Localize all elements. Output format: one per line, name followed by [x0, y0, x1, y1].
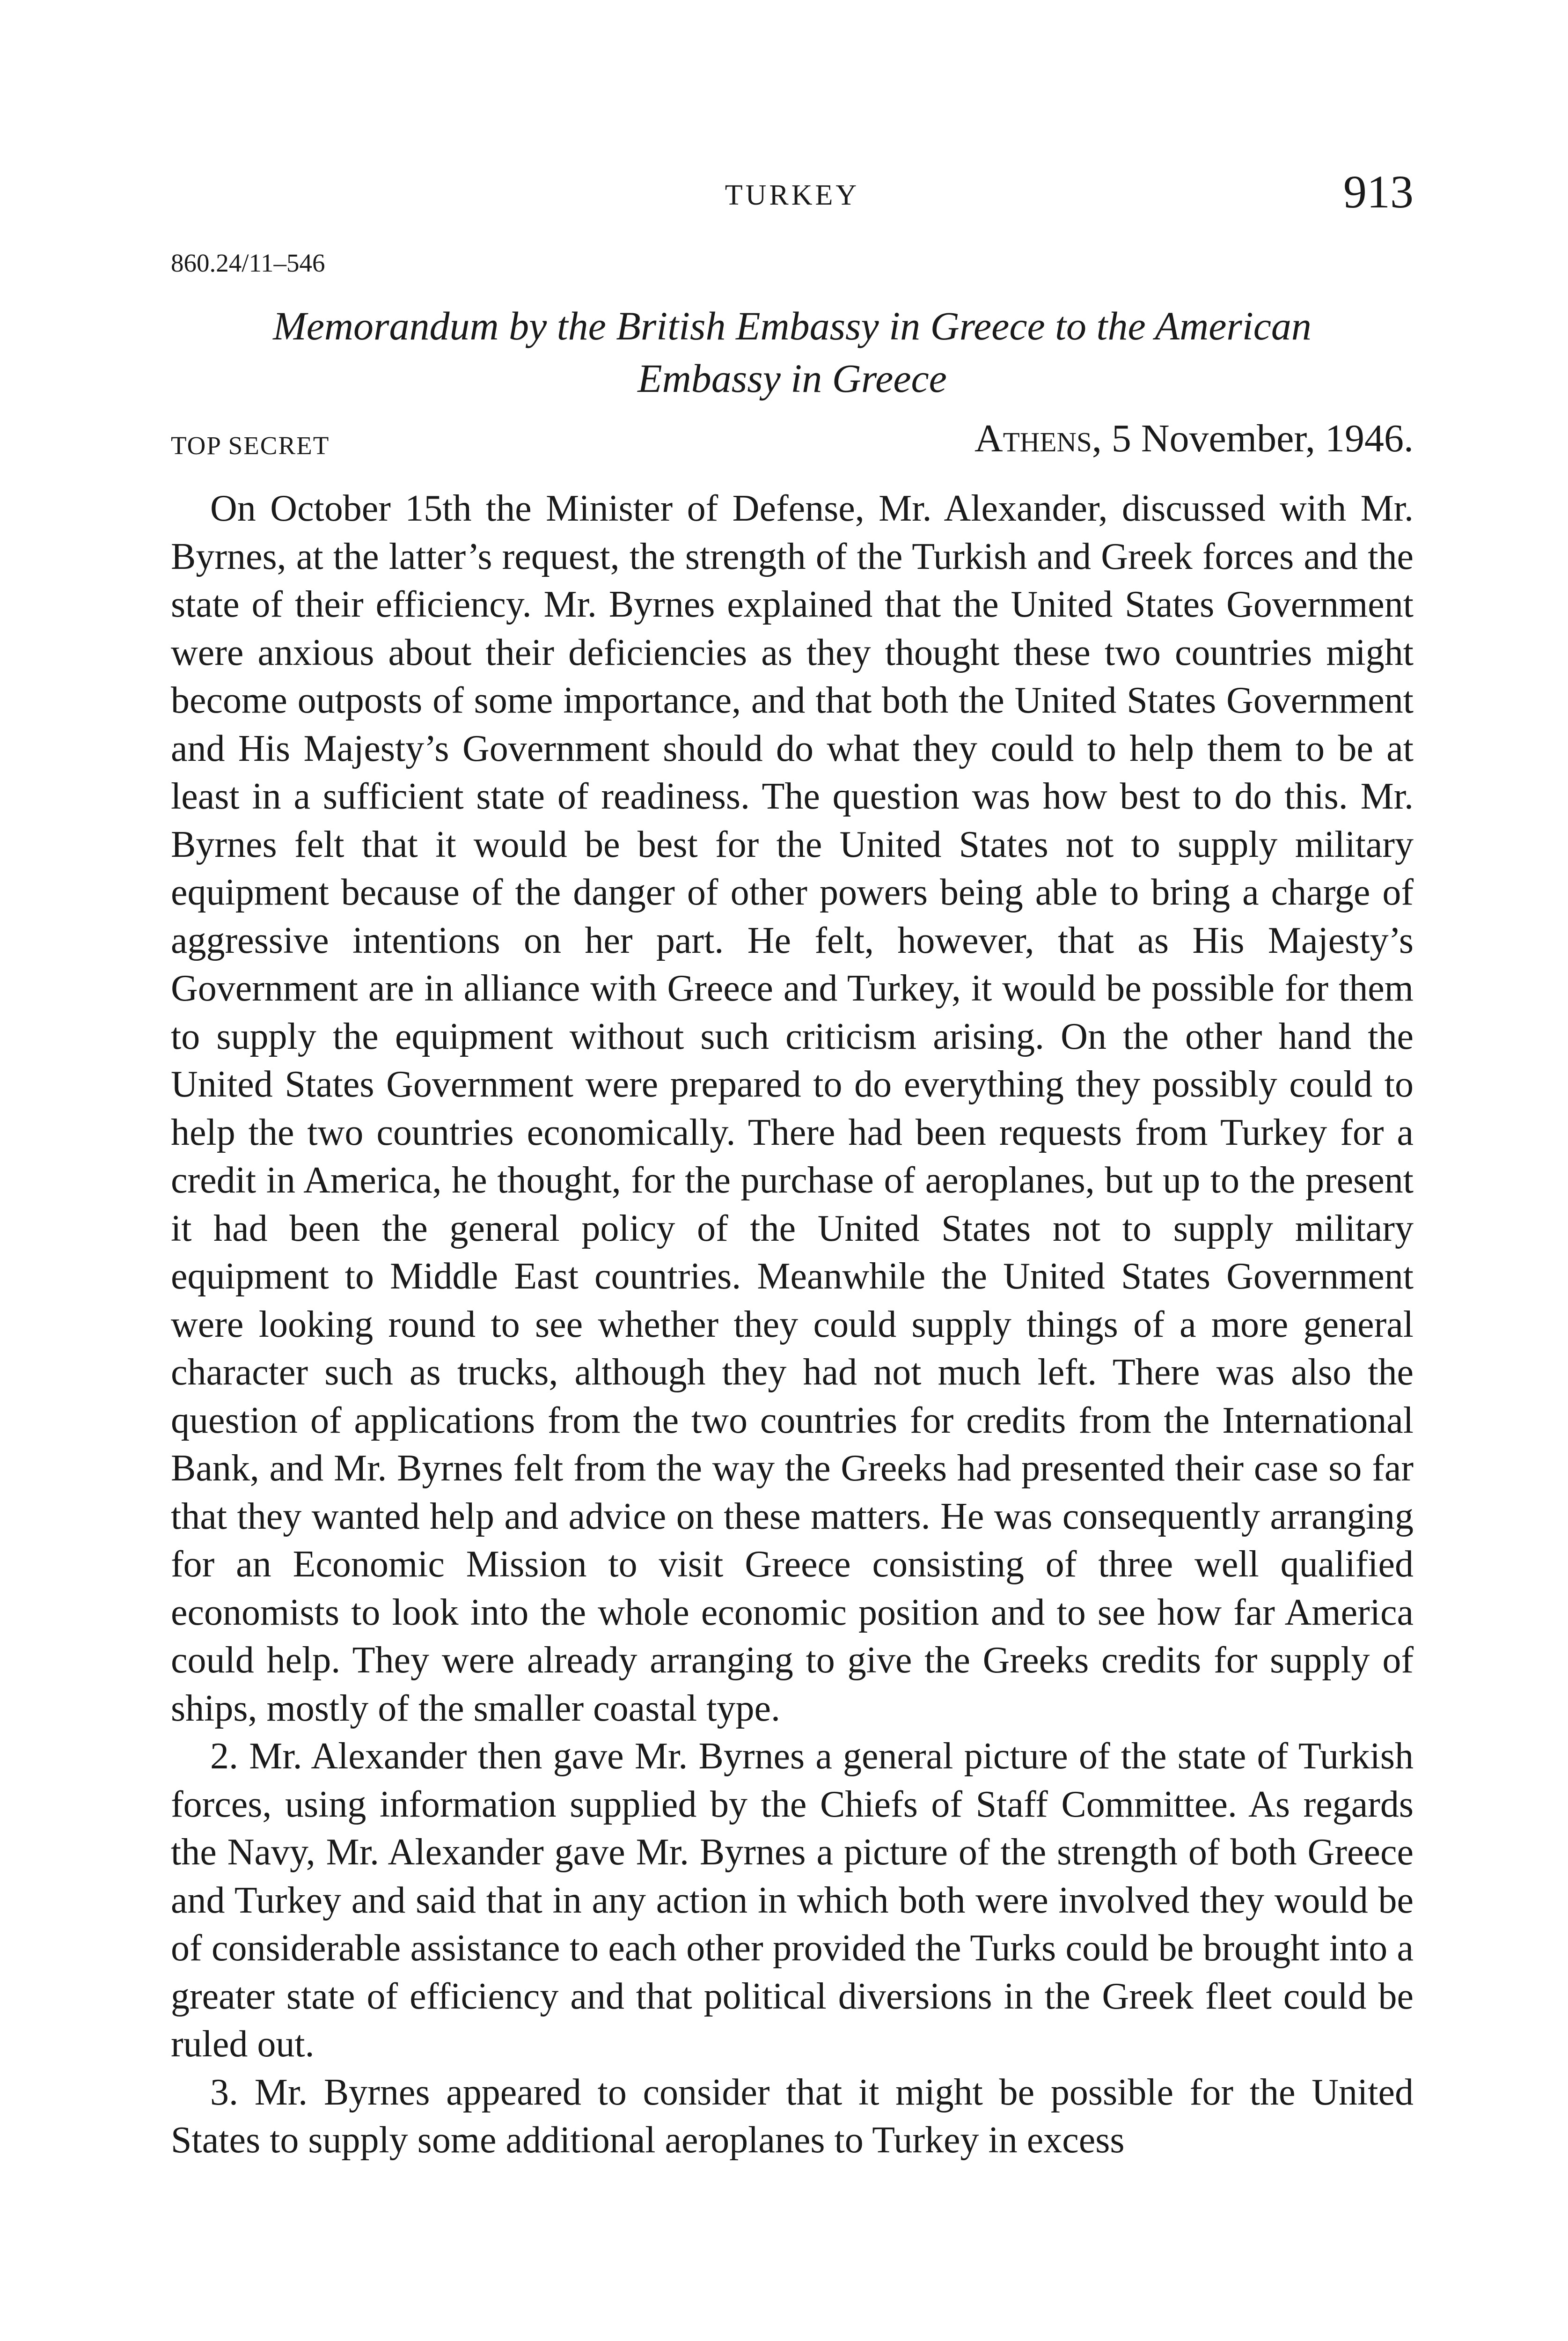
document-title-line-1: Memorandum by the British Embassy in Greece to the American — [273, 303, 1312, 348]
file-number: 860.24/11–546 — [171, 249, 325, 277]
document-title — [171, 300, 1414, 405]
date: , 5 November, 1946. — [1092, 417, 1414, 460]
document-title-line-2: Embassy in Greece — [637, 356, 947, 401]
place: Athens — [975, 417, 1092, 460]
document-page — [171, 0, 1414, 2341]
memorandum-body — [171, 485, 1414, 2164]
paragraph-2: 2. Mr. Alexander then gave Mr. Byrnes a general picture of the state of Turkish forces, using information supplied by the Chiefs of Staff Committee. As regards the Navy, Mr. Alexander gave Mr. Byrnes a picture of the strength of both Greece and Turkey and said that in any action in which both were involved they would be of considerable assistance to each other provided the Turks could be brought into a greater state of efficiency and that political diversions in the Greek fleet could be ruled out. — [171, 1736, 1414, 2065]
place-date — [975, 416, 1414, 461]
running-head — [171, 165, 1414, 221]
paragraph-3: 3. Mr. Byrnes appeared to consider that it might be possible for the United States to supply some additional aeroplanes to Turkey in excess — [171, 2071, 1414, 2161]
running-title: TURKEY — [725, 179, 860, 211]
page-number: 913 — [1343, 166, 1414, 218]
classification-label: TOP SECRET — [171, 431, 330, 460]
paragraph-1: On October 15th the Minister of Defense, Mr. Alexander, discussed with Mr. Byrnes, at the latter’s request, the strength of the Turkish and Greek forces and the state of their efficiency. Mr. Byrnes explained that the United States Government were anxious about their deficiencies as they thought these two countries might become outposts of some importance, and that both the United States Government and His Majesty’s Government should do what they could to help them to be at least in a sufficient state of readiness. The question was how best to do this. Mr. Byrnes felt that it would be best for the United States not to supply military equipment because of the danger of other powers being able to bring a charge of aggressive intentions on her part. He felt, however, that as His Majesty’s Government are in alliance with Greece and Turkey, it would be possible for them to supply the equipment without such criticism arising. On the other hand the United States Government were prepared to do everything they possibly could to help the two countries economically. There had been requests from Turkey for a credit in America, he thought, for the purchase of aeroplanes, but up to the present it had been the general policy of the United States not to supply military equipment to Middle East countries. Meanwhile the United States Government were looking round to see whether they could supply things of a more general character such as trucks, although they had not much left. There was also the question of applications from the two countries for credits from the International Bank, and Mr. Byrnes felt from the way the Greeks had presented their case so far that they wanted help and advice on these matters. He was consequently arranging for an Economic Mission to visit Greece consisting of three well qualified economists to look into the whole economic position and to see how far America could help. They were already arranging to give the Greeks credits for supply of ships, mostly of the smaller coastal type. — [171, 488, 1414, 1729]
